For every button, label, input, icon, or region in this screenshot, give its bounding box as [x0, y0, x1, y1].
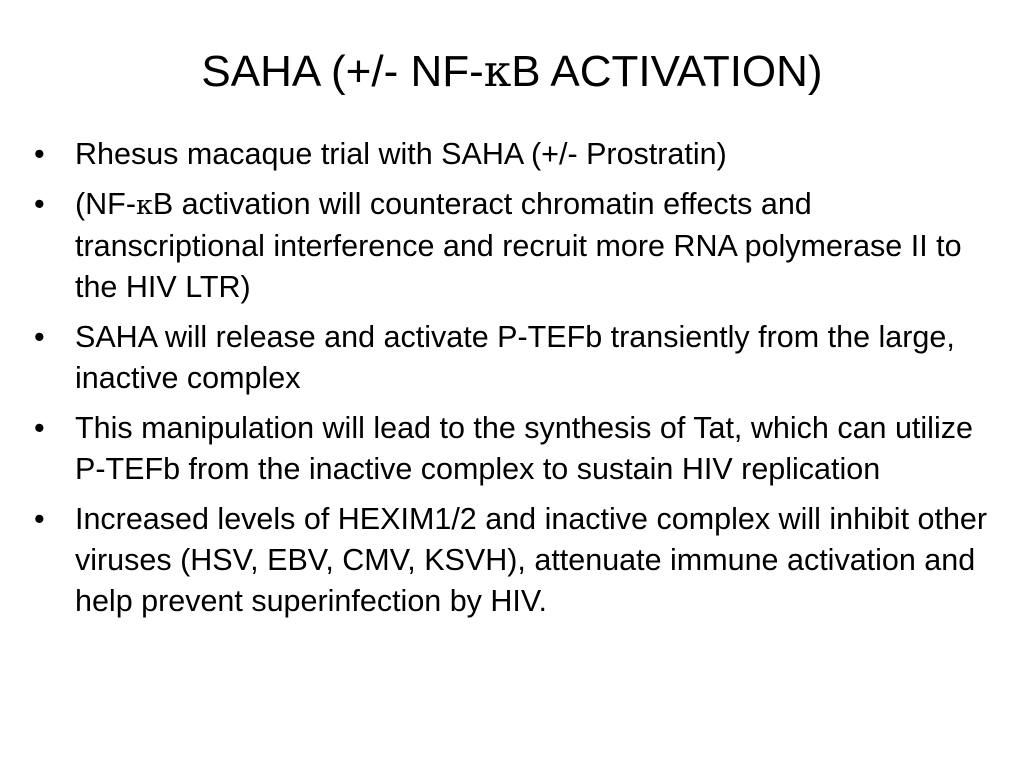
bullet-text: Increased levels of HEXIM1/2 and inactive complex will inhibit other viruses (HSV, EBV, CMV, KSVH), attenuate immune activation and help prevent superinfection by HIV. — [75, 502, 988, 618]
title-text-post: B ACTIVATION) — [511, 47, 823, 96]
bullet-list — [34, 134, 994, 631]
bullet-dot: • — [34, 502, 45, 536]
title-text-pre: SAHA (+/- NF- — [201, 47, 484, 96]
bullet-item — [34, 134, 994, 175]
bullet-dot: • — [34, 320, 45, 354]
bullet-dot: • — [34, 137, 45, 171]
bullet-dot: • — [34, 187, 45, 221]
bullet-kappa: κ — [135, 190, 153, 221]
bullet-item — [34, 408, 994, 490]
bullet-item — [34, 499, 994, 622]
bullet-text-post: B activation will counteract chromatin effects and transcriptional interference and recruit more RNA polymerase II to the HIV LTR) — [75, 187, 962, 304]
bullet-text: Rhesus macaque trial with SAHA (+/- Prostratin) — [75, 137, 727, 171]
title-kappa: κ — [483, 46, 512, 97]
bullet-text-pre: (NF- — [75, 187, 136, 221]
slide-title — [0, 42, 1024, 102]
bullet-item — [34, 184, 994, 308]
bullet-dot: • — [34, 411, 45, 445]
bullet-text: This manipulation will lead to the synthesis of Tat, which can utilize P-TEFb from the inactive complex to sustain HIV replication — [75, 411, 973, 486]
bullet-text: SAHA will release and activate P-TEFb transiently from the large, inactive complex — [75, 320, 955, 395]
bullet-item — [34, 317, 994, 399]
